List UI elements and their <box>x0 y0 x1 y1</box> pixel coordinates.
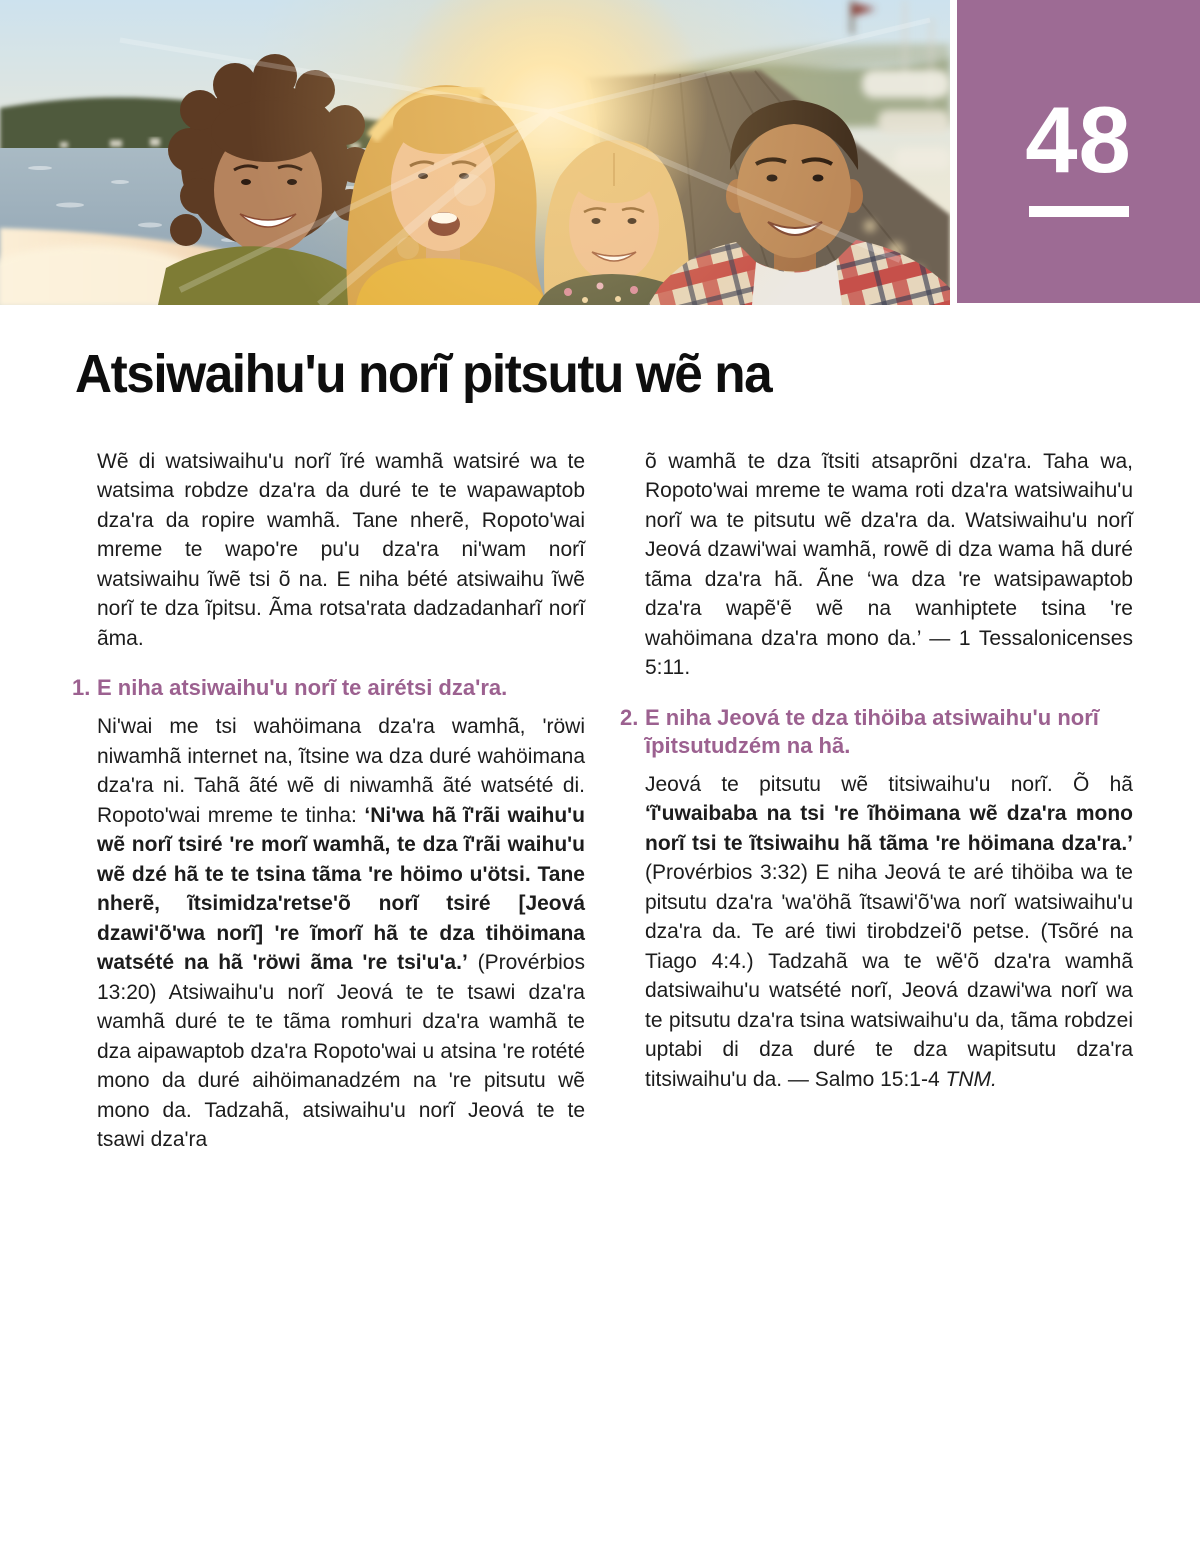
paragraph <box>645 770 1133 1095</box>
lesson-number: 48 <box>1025 86 1132 192</box>
section-heading-text: E niha atsiwaihu'u norĩ te airétsi dza'ra. <box>97 675 508 701</box>
text-run: TNM. <box>945 1067 997 1091</box>
section-heading-text: E niha Jeová te dza tihöiba atsiwaihu'u norĩ ĩpitsutudzém na hã. <box>645 704 1099 758</box>
section-number: 1. <box>72 675 91 701</box>
paragraph <box>645 447 1133 683</box>
page-title: Atsiwaihu'u norĩ pitsutu wẽ na <box>75 344 772 404</box>
section-heading <box>620 704 1133 760</box>
header-photo <box>0 0 950 305</box>
lesson-number-block <box>957 0 1200 303</box>
text-run: (Provérbios 3:32) E niha Jeová te aré tihöiba wa te pitsutu dza'ra 'wa'öhã ĩtsawi'õ'wa norĩ watsiwaihu'u dza'ra da. Te aré tiwi tirobdzei'õ petse. (Tsõré na Tiago 4:4.) Tadzahã wa te wẽ'õ dza'ra wamhã datsiwaihu'u watsété norĩ, Jeová dzawi'wa norĩ wa te pitsutu dza'ra tsina watsiwaihu'u da, tãma robdzei uptabi di dza duré te dza wapitsutu dza'ra titsiwaihu'u da. — Salmo 15:1-4 <box>645 861 1133 1091</box>
paragraph <box>97 447 585 654</box>
text-run: ‘ĩ'uwaibaba na tsi 're ĩhöimana wẽ dza'ra mono norĩ tsi te ĩtsiwaihu hã tãma 're höimana dza'ra.’ <box>645 802 1133 855</box>
text-run: ‘Ni'wa hã ĩ'rãi waihu'u wẽ norĩ tsiré 're morĩ wamhã, te dza ĩ'rãi waihu'u wẽ dzé hã te te tsina tãma 're höimo u'ötsi. Tane nherẽ, ĩtsimidza'retse'õ norĩ tsiré [Jeová dzawi'õ'wa norĩ] 're ĩmorĩ hã te dza tihöimana watsété na hã 'röwi ãma 're tsi'u'a.’ <box>97 803 585 975</box>
header-photo-scene <box>0 0 950 305</box>
section-number: 2. <box>620 704 639 730</box>
text-run: Jeová te pitsutu wẽ titsiwaihu'u norĩ. Õ hã <box>645 772 1133 796</box>
two-column-layout <box>72 447 1134 1155</box>
column-right <box>620 447 1133 1155</box>
article-content <box>72 346 1134 1155</box>
paragraph <box>97 712 585 1155</box>
text-run: (Provérbios 13:20) Atsiwaihu'u norĩ Jeová te te tsawi dza'ra wamhã duré te te tãma romhuri dza'ra wamhã te dza aipawaptob dza'ra Ropoto'wai u atsina 're rotété mono da duré aihöimanadzém na 're pitsutu wẽ mono da. Tadzahã, atsiwaihu'u norĩ Jeová te te tsawi dza'ra <box>97 951 585 1152</box>
column-left <box>72 447 585 1155</box>
text-run: õ wamhã te dza ĩtsiti atsaprõni dza'ra. Taha wa, Ropoto'wai mreme te wama roti dza'ra watsiwaihu'u norĩ wa te pitsutu wẽ dza'ra da. Watsiwaihu'u norĩ Jeová dzawi'wai wamhã, rowẽ di dza wama hã duré tãma dza'ra hã. Ãne ‘wa dza 're watsipawaptob dza'ra wapẽ'ẽ wẽ na wanhiptete tsina 're wahöimana dza'ra mono da.’ — 1 Tessalonicenses 5:11. <box>645 449 1133 680</box>
text-run: Wẽ di watsiwaihu'u norĩ ĩré wamhã watsiré wa te watsima robdze dza'ra da duré te te wapawaptob dza'ra da ropire wamhã. Tane nherẽ, Ropoto'wai mreme te wapo're pu'u dza'ra ni'wam norĩ watsiwaihu ĩwẽ tsi õ na. E niha bété atsiwaihu ĩwẽ norĩ te dza ĩpitsu. Ãma rotsa'rata dadzadanharĩ norĩ ãma. <box>97 449 585 650</box>
section-heading <box>72 674 585 702</box>
text-run: Ni'wai me tsi wahöimana dza'ra wamhã, 'röwi niwamhã internet na, ĩtsine wa dza duré wahöimana dza'ra ni. Tahã ãté wẽ di niwamhã ãté watsété di. Ropoto'wai mreme te tinha: <box>97 715 585 827</box>
lesson-underline <box>1029 206 1129 217</box>
